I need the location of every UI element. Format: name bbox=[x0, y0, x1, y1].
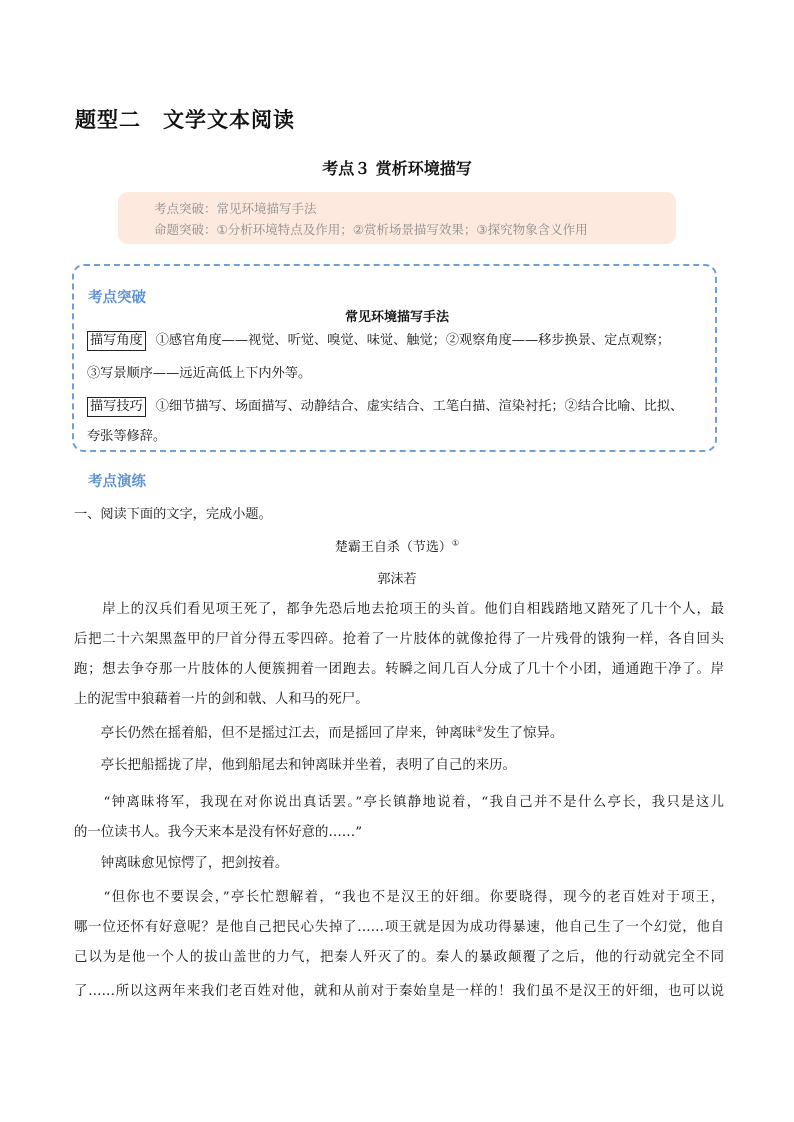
passage-line-9: 钟离昧愈见惊愕了，把剑按着。 bbox=[74, 856, 289, 871]
passage-line-1: 岸上的汉兵们看见项王死了，都争先恐后地去抢项王的头首。他们自相践踏地又踏死了几十个人，最 bbox=[74, 602, 724, 617]
passage-line-11: 哪一位还怀有好意呢？是他自己把民心失掉了……项王就是因为成功得暴速，他自己生了一个幻觉，他自 bbox=[74, 920, 724, 935]
method-title: 常见环境描写手法 bbox=[344, 310, 449, 325]
skill-line-1 bbox=[87, 397, 683, 417]
passage-line-4: 上的泥雪中狼藉着一片的剑和戟、人和马的死尸。 bbox=[74, 692, 369, 707]
kaodian-title: 考点３ 赏析环境描写 bbox=[322, 159, 472, 178]
passage-line-3: 跑；想去争夺那一片肢体的人便簇拥着一团跑去。转瞬之间几百人分成了几十个小团，通通跑干净了。岸 bbox=[74, 662, 724, 677]
page-heading: 题型二 文学文本阅读 bbox=[75, 108, 295, 132]
passage-line-5 bbox=[74, 722, 724, 741]
method-panel bbox=[72, 264, 717, 452]
passage-line-6: 亭长把船摇拢了岸，他到船尾去和钟离昧并坐着，表明了自己的来历。 bbox=[74, 758, 516, 773]
passage-title-text: 楚霸王自杀（节选） bbox=[334, 540, 452, 555]
passage-line-13: 了……所以这两年来我们老百姓对他，就和从前对于秦始皇是一样的！我们虽不是汉王的奸细，也可以说 bbox=[74, 984, 724, 999]
skill-text-1: ①细节描写、场面描写、动静结合、虚实结合、工笔白描、渲染衬托；②结合比喻、比拟、 bbox=[155, 399, 684, 414]
passage-line-5-text: 亭长仍然在摇着船，但不是摇过江去，而是摇回了岸来，钟离昧 bbox=[74, 726, 476, 741]
section-title-breakthrough: 考点突破 bbox=[88, 290, 146, 306]
question-intro: 一、阅读下面的文字，完成小题。 bbox=[74, 507, 272, 522]
passage-line-8: 的一位读书人。我今天来本是没有怀好意的……” bbox=[74, 825, 363, 840]
summary-box bbox=[118, 192, 676, 244]
angle-text-1: ①感官角度——视觉、听觉、嗅觉、味觉、触觉；②观察角度——移步换景、定点观察； bbox=[155, 333, 671, 348]
passage-line-5-note: ② bbox=[475, 724, 483, 734]
summary-line-1: 考点突破：常见环境描写手法 bbox=[154, 201, 317, 216]
section-title-practice: 考点演练 bbox=[88, 474, 146, 490]
passage-title-note: ① bbox=[451, 538, 460, 548]
passage-author: 郭沫若 bbox=[377, 572, 417, 587]
passage-line-2: 后把二十六架黑盔甲的尸首分得五零四碎。抢着了一片肢体的就像抢得了一片残骨的饿狗一样，各自回头 bbox=[74, 632, 724, 647]
summary-line-2: 命题突破：①分析环境特点及作用；②赏析场景描写效果；③探究物象含义作用 bbox=[154, 222, 588, 237]
passage-title bbox=[0, 536, 794, 555]
passage-line-5-tail: 发生了惊异。 bbox=[482, 726, 564, 741]
angle-line-1 bbox=[87, 331, 670, 351]
angle-label: 描写角度 bbox=[87, 331, 146, 351]
passage-line-12: 己以为是他一个人的拔山盖世的力气，把秦人歼灭了的。秦人的暴政颠覆了之后，他的行动就完全不同 bbox=[74, 950, 724, 965]
angle-line-2: ③写景顺序——远近高低上下内外等。 bbox=[87, 366, 312, 381]
passage-line-7: “钟离昧将军，我现在对你说出真话罢。”亭长镇静地说着，“我自己并不是什么亭长，我只是这儿 bbox=[74, 795, 724, 810]
passage-line-10: “但你也不要误会，”亭长忙愬解着，“我也不是汉王的奸细。你要晓得，现今的老百姓对于项王， bbox=[74, 890, 724, 905]
skill-line-2: 夸张等修辞。 bbox=[87, 429, 167, 444]
skill-label: 描写技巧 bbox=[87, 397, 146, 417]
